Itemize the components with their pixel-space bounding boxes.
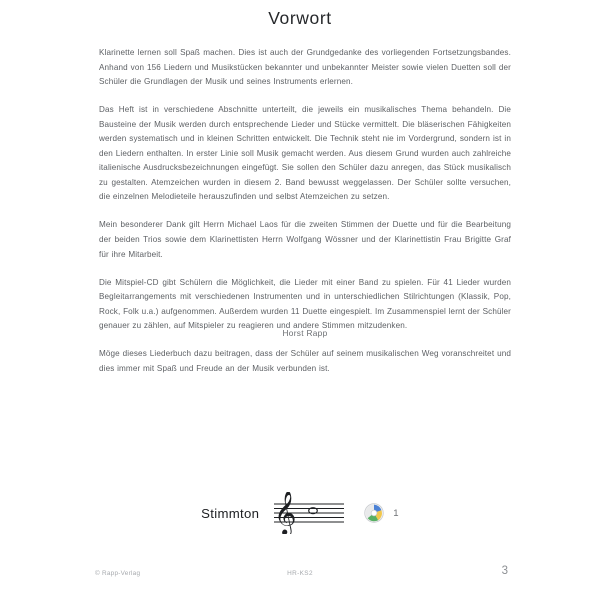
paragraph: Mein besonderer Dank gilt Herrn Michael Laos für die zweiten Stimmen der Duette und für die Bearbeitung der beiden Trios sowie dem Klarinettisten Herrn Wolfgang Wössner und der Klarinettistin Frau Brigitte Graf für ihre Mitarbeit. (99, 220, 511, 259)
footer-page-number: 3 (501, 565, 508, 577)
page-title: Vorwort (268, 8, 332, 28)
paragraph: Die Mitspiel-CD gibt Schülern die Möglichkeit, die Lieder mit einer Band zu spielen. Für 41 Lieder wurden Begleitarrangements mit verschiedenen Instrumenten und in unterschiedlichen Stilrichtungen (Klassik, Pop, Rock, Folk u.a.) aufgenommen. Außerdem wurden 11 Duette eingespielt. Im Zusammenspiel lernt der Schüler genauer zu zählen, auf Mitspieler zu reagieren und andere Stimmen mitzudenken. (99, 277, 511, 331)
author-signature: Horst Rapp (282, 328, 328, 338)
stimmton-section (0, 492, 600, 534)
stimmton-label: Stimmton (201, 505, 260, 521)
cd-track-number: 1 (393, 507, 399, 519)
music-staff (270, 492, 346, 534)
footer-copyright: © Rapp-Verlag (95, 570, 141, 577)
footer-catalog-number: HR-KS2 (287, 570, 313, 577)
paragraph: Klarinette lernen soll Spaß machen. Dies ist auch der Grundgedanke des vorliegenden Fortsetzungsbandes. Anhand von 156 Liedern und Musikstücken bekannter und unbekannter Meister sowie vielen Duetten soll der Schüler die Grundlagen der Musik und seines Instruments erlernen. (99, 48, 511, 87)
paragraph: Das Heft ist in verschiedene Abschnitte unterteilt, die jeweils ein musikalisches Thema behandeln. Die Bausteine der Musik werden durch entsprechende Lieder und Stücke vermittelt. Die bläserischen Fähigkeiten werden systematisch und in kleinen Schritten entwickelt. Die Technik steht nie im Vordergrund, sondern ist in den Liedern enthalten. In erster Linie soll Musik gemacht werden. Aus diesem Grund wurden auch zahlreiche italienische Ausdrucksbezeichnungen eingefügt. Sie sollen den Schüler dazu anregen, das Stück musikalisch zu gestalten. Atemzeichen wurden in diesem 2. Band bewusst weggelassen. Der Schüler sollte versuchen, die einzelnen Melodieteile herauszufinden und selbst Atemzeichen zu setzen. (99, 105, 511, 202)
paragraph: Möge dieses Liederbuch dazu beitragen, dass der Schüler auf seinem musikalischen Weg voranschreitet und dies immer mit Spaß und Freude an der Musik verbunden ist. (99, 349, 511, 373)
cd-disc-icon (364, 503, 384, 523)
svg-text:𝄞: 𝄞 (274, 492, 297, 534)
foreword-body (99, 46, 511, 376)
treble-clef-staff-icon (270, 492, 346, 534)
page-footer (0, 565, 600, 586)
cd-track-indicator (364, 503, 399, 523)
